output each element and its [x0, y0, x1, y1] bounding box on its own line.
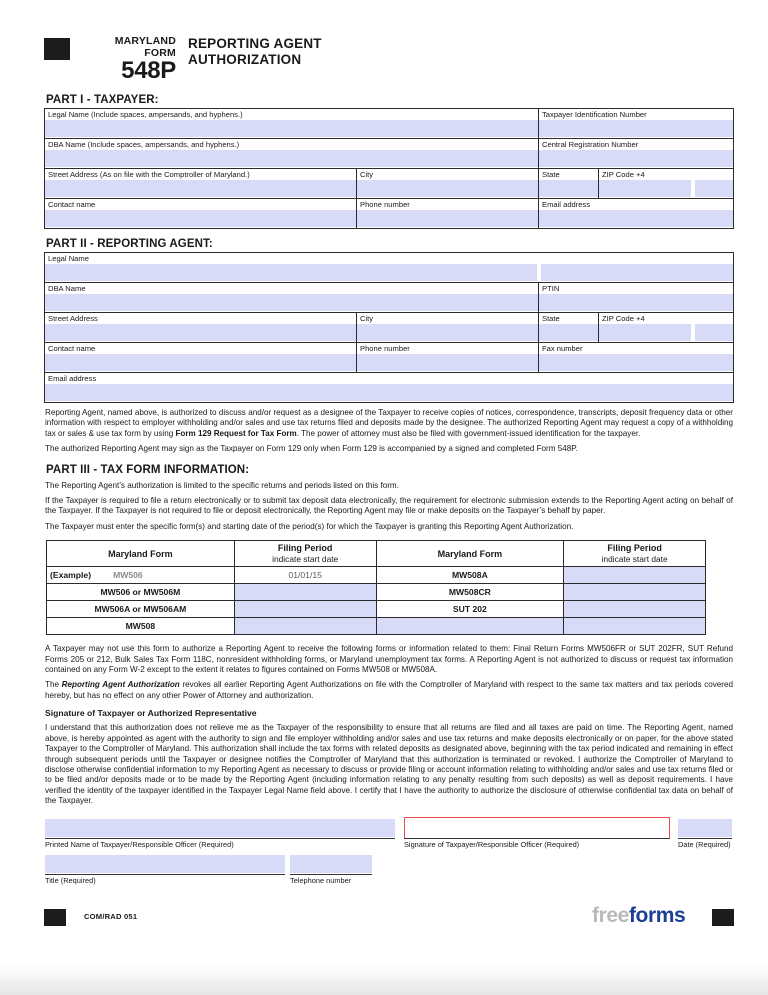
- header-filing-period-left: [234, 541, 376, 567]
- input-agent-email[interactable]: [45, 384, 733, 401]
- com-rad-number: COM/RAD 051: [84, 911, 138, 921]
- table-row: [47, 567, 706, 584]
- part-2-row-contact: [45, 343, 733, 373]
- field-taxpayer-tin[interactable]: [539, 109, 733, 138]
- field-agent-fax[interactable]: [539, 343, 733, 372]
- label-printed-name: Printed Name of Taxpayer/Responsible Officer (Required): [45, 839, 234, 849]
- field-agent-zip[interactable]: [599, 313, 733, 342]
- agency-label: [80, 36, 176, 59]
- rule-signature: [404, 838, 670, 839]
- form-content: [44, 0, 734, 947]
- header-maryland-form-right: Maryland Form: [376, 541, 564, 567]
- label-taxpayer-dba-name: DBA Name (Include spaces, ampersands, and hyphens.): [48, 140, 240, 149]
- cell-period-right-2[interactable]: [564, 601, 706, 618]
- label-agent-city: City: [360, 314, 374, 323]
- black-square-marker-icon: [44, 38, 70, 60]
- cell-form-left-3: MW508: [47, 618, 235, 635]
- revocation-post: revokes all earlier Reporting Agent Authorizations on file with the Comptroller of Maryland with respect to the same tax matters and tax periods covered hereby, but has no effect on any other Power of Attorney and authorization.: [45, 680, 733, 700]
- input-taxpayer-zip-main[interactable]: [599, 180, 691, 197]
- form-title-line-2: AUTHORIZATION: [188, 52, 302, 67]
- cell-form-left-2: MW506A or MW506AM: [47, 601, 235, 618]
- field-taxpayer-city[interactable]: [357, 169, 539, 198]
- signature-section-heading: Signature of Taxpayer or Authorized Representative: [45, 708, 257, 719]
- table-header-row: [47, 541, 706, 567]
- footer-black-square-right-icon: [712, 909, 734, 926]
- part-3-heading: PART III - TAX FORM INFORMATION:: [46, 463, 250, 476]
- input-agent-fax[interactable]: [539, 354, 733, 371]
- field-taxpayer-contact-name[interactable]: [45, 199, 357, 228]
- input-taxpayer-email[interactable]: [539, 210, 733, 227]
- label-taxpayer-email: Email address: [542, 200, 591, 209]
- input-agent-state[interactable]: [539, 324, 598, 341]
- paragraph-certification: I understand that this authorization does not relieve me as the Taxpayer of the responsibility to ensure that all returns are filed and all taxes are paid on time. The Reporting Agent, named above, is hereby appointed as agent with the authority to sign and file employer withholding and/or sales and use tax returns and make deposits electronically or on paper, for the above stated Taxpayer to the Comptroller of Maryland. This authorization shall include the tax forms with related deposits as designated above, beginning with the tax period indicated and remaining in effect through subsequent periods until the Taxpayer or designee notifies the Comptroller of Maryland that this authorization is terminated or revoked. I authorize the Comptroller of Maryland to disclose otherwise confidential information to my Reporting Agent as necessary to discuss or provide filing or account information relating to withholding and/or sales and use tax returns filed or to be filed and/or deposits made or to be made by the Reporting Agent (including information relating to any penalty resulting from such deposits) as well as deposit requirements. I have verified the identity of the taxpayer identified in the Taxpayer Legal Name field above. I certify that I have the authority to authorize the disclosure of otherwise confidential tax data on behalf of the Taxpayer.: [45, 723, 733, 806]
- label-taxpayer-state: State: [542, 170, 560, 179]
- label-agent-street: Street Address: [48, 314, 98, 323]
- label-agent-state: State: [542, 314, 560, 323]
- freeforms-logo-forms: forms: [628, 903, 686, 927]
- label-agent-legal-name: Legal Name: [48, 254, 89, 263]
- cell-period-left-2[interactable]: [234, 601, 376, 618]
- cell-period-left-1[interactable]: [234, 584, 376, 601]
- field-taxpayer-street[interactable]: [45, 169, 357, 198]
- field-agent-legal-name[interactable]: [45, 253, 733, 282]
- paragraph-agent-authorization: [45, 408, 733, 439]
- label-agent-email: Email address: [48, 374, 97, 383]
- field-agent-email[interactable]: [45, 373, 733, 402]
- label-taxpayer-legal-name: Legal Name (Include spaces, ampersands, and hyphens.): [48, 110, 243, 119]
- rule-date: [678, 838, 732, 839]
- input-taxpayer-phone[interactable]: [357, 210, 538, 227]
- input-taxpayer-state[interactable]: [539, 180, 598, 197]
- form-title: [188, 36, 322, 68]
- agency-line-2: FORM: [144, 46, 176, 59]
- part-1-row-legal-name: [45, 109, 733, 139]
- input-taxpayer-contact-name[interactable]: [45, 210, 356, 227]
- label-taxpayer-phone: Phone number: [360, 200, 410, 209]
- cell-form-right-3[interactable]: [376, 618, 564, 635]
- header-filing-period-right-sub: indicate start date: [601, 553, 668, 564]
- revocation-title: Reporting Agent Authorization: [61, 680, 180, 690]
- input-agent-legal-name-main[interactable]: [45, 264, 537, 281]
- part-2-row-dba-name: [45, 283, 733, 313]
- page-bottom-shadow: [0, 960, 768, 995]
- part-1-grid: [44, 108, 734, 229]
- paragraph-revocation: [45, 680, 733, 701]
- label-taxpayer-crn: Central Registration Number: [542, 140, 639, 149]
- input-signature[interactable]: [404, 817, 670, 839]
- label-title: Title (Required): [45, 875, 96, 885]
- field-taxpayer-email[interactable]: [539, 199, 733, 228]
- part-2-row-legal-name: [45, 253, 733, 283]
- cell-form-left-1: MW506 or MW506M: [47, 584, 235, 601]
- field-taxpayer-phone[interactable]: [357, 199, 539, 228]
- input-agent-ptin[interactable]: [539, 294, 733, 311]
- label-agent-dba-name: DBA Name: [48, 284, 86, 293]
- input-agent-dba-name[interactable]: [45, 294, 538, 311]
- cell-period-left-3[interactable]: [234, 618, 376, 635]
- header-maryland-form-left: Maryland Form: [47, 541, 235, 567]
- table-row: [47, 584, 706, 601]
- field-agent-phone[interactable]: [357, 343, 539, 372]
- input-taxpayer-crn[interactable]: [539, 150, 733, 167]
- label-signature: Signature of Taxpayer/Responsible Officer (Required): [404, 839, 580, 849]
- input-agent-city[interactable]: [357, 324, 538, 341]
- part-2-grid: [44, 252, 734, 403]
- maryland-form-table-head: [47, 541, 706, 567]
- field-taxpayer-legal-name[interactable]: [45, 109, 539, 138]
- field-taxpayer-crn[interactable]: [539, 139, 733, 168]
- agent-auth-text-1: Reporting Agent, named above, is authorized to discuss and/or request as a designee of the Taxpayer to receive copies of notices, correspondence, transcripts, deposit frequency data or other information with respect to employer withholding and/or sales and use tax returns filed and deposits made by the designee. The authorized Reporting Agent may request a copy of a withholding tax or sales & use tax form by using: [45, 408, 733, 438]
- field-agent-city[interactable]: [357, 313, 539, 342]
- field-taxpayer-state[interactable]: [539, 169, 599, 198]
- label-agent-zip: ZIP Code +4: [602, 314, 645, 323]
- freeforms-logo: [592, 904, 685, 928]
- paragraph-agent-sign-form-129: The authorized Reporting Agent may sign as the Taxpayer on Form 129 only when Form 129 is accompanied by a signed and completed Form 548P.: [45, 444, 578, 454]
- part-1-row-dba-name: [45, 139, 733, 169]
- cell-form-right-1: MW508CR: [376, 584, 564, 601]
- revocation-pre: The: [45, 680, 62, 690]
- input-taxpayer-legal-name[interactable]: [45, 120, 538, 137]
- input-taxpayer-city[interactable]: [357, 180, 538, 197]
- footer-black-square-left-icon: [44, 909, 66, 926]
- label-agent-fax: Fax number: [542, 344, 583, 353]
- header-filing-period-right: [564, 541, 706, 567]
- cell-form-right-2: SUT 202: [376, 601, 564, 618]
- paragraph-exclusions: A Taxpayer may not use this form to authorize a Reporting Agent to receive the following forms or information related to them: Final Return Forms MW506FR or SUT 202FR, SUT Refund Forms 205 or 212, Bulk Sales Tax Form 118C, nonresident withholding forms, or Maryland unemployment tax forms. A Reporting Agent is not authorized to discuss or request tax information contained on any Form W-2 except to the extent it relates to figures contained on Forms MW508 or MW508A.: [45, 644, 733, 675]
- input-title[interactable]: [45, 855, 285, 873]
- form-header: [44, 36, 734, 94]
- input-printed-name[interactable]: [45, 819, 395, 837]
- field-agent-street[interactable]: [45, 313, 357, 342]
- input-date[interactable]: [678, 819, 732, 837]
- part-2-row-address: [45, 313, 733, 343]
- field-agent-state[interactable]: [539, 313, 599, 342]
- label-taxpayer-city: City: [360, 170, 374, 179]
- agent-auth-text-1-end: . The power of attorney must also be filed with government-issued identification for the taxpayer.: [296, 428, 641, 438]
- agency-line-1: MARYLAND: [114, 35, 176, 47]
- form-title-line-1: REPORTING AGENT: [188, 36, 322, 51]
- label-agent-contact-name: Contact name: [48, 344, 96, 353]
- label-date: Date (Required): [678, 839, 731, 849]
- label-taxpayer-zip: ZIP Code +4: [602, 170, 645, 179]
- input-agent-legal-name-extra[interactable]: [541, 264, 733, 281]
- label-agent-phone: Phone number: [360, 344, 410, 353]
- form-footer: [44, 903, 734, 947]
- input-telephone[interactable]: [290, 855, 372, 873]
- maryland-form-table: [46, 540, 706, 635]
- form-number: 548P: [121, 57, 176, 84]
- input-agent-street[interactable]: [45, 324, 356, 341]
- field-agent-contact-name[interactable]: [45, 343, 357, 372]
- header-filing-period-left-sub: indicate start date: [272, 553, 339, 564]
- input-agent-contact-name[interactable]: [45, 354, 356, 371]
- paragraph-part3-enter-forms: The Taxpayer must enter the specific form(s) and starting date of the period(s) for which the Taxpayer is granting this Reporting Agent Authorization.: [45, 521, 574, 531]
- label-telephone: Telephone number: [290, 875, 352, 885]
- input-taxpayer-dba-name[interactable]: [45, 150, 538, 167]
- rule-printed-name: [45, 838, 395, 839]
- paragraph-part3-limits: The Reporting Agent’s authorization is limited to the specific returns and periods listed on this form.: [45, 480, 399, 490]
- cell-example-form-left: [47, 567, 235, 584]
- input-taxpayer-tin[interactable]: [539, 120, 733, 137]
- input-taxpayer-street[interactable]: [45, 180, 356, 197]
- input-agent-zip-main[interactable]: [599, 324, 691, 341]
- input-agent-phone[interactable]: [357, 354, 538, 371]
- maryland-form-table-body: [47, 567, 706, 635]
- field-agent-ptin[interactable]: [539, 283, 733, 312]
- header-filing-period-right-main: Filing Period: [607, 543, 662, 554]
- cell-period-right-0[interactable]: [564, 567, 706, 584]
- table-row: [47, 618, 706, 635]
- form-129-reference: Form 129 Request for Tax Form: [175, 428, 297, 438]
- label-taxpayer-street: Street Address (As on file with the Comptroller of Maryland.): [48, 170, 250, 179]
- cell-period-right-1[interactable]: [564, 584, 706, 601]
- input-agent-zip-plus4[interactable]: [695, 324, 733, 341]
- cell-form-right-0: MW508A: [376, 567, 564, 584]
- label-agent-ptin: PTIN: [542, 284, 560, 293]
- freeforms-logo-free: free: [592, 903, 629, 927]
- input-agent-zip[interactable]: [599, 324, 733, 341]
- rule-title: [45, 874, 285, 875]
- part-2-heading: PART II - REPORTING AGENT:: [46, 238, 213, 250]
- cell-period-right-3[interactable]: [564, 618, 706, 635]
- label-taxpayer-contact-name: Contact name: [48, 200, 96, 209]
- example-prefix: (Example): [50, 570, 92, 581]
- rule-telephone: [290, 874, 372, 875]
- table-row: [47, 601, 706, 618]
- paragraph-part3-electronic: If the Taxpayer is required to file a return electronically or to submit tax deposit data electronically, the requirement for electronic submission extends to the Reporting Agent acting on behalf of the Taxpayer. If the Taxpayer is not required to file or deposit electronically, the Reporting Agent may file or make deposits on the Taxpayer’s behalf by paper.: [45, 496, 733, 516]
- part-2-row-email: [45, 373, 733, 403]
- example-form-name: MW506: [113, 570, 143, 581]
- part-1-row-contact: [45, 199, 733, 229]
- input-agent-legal-name[interactable]: [45, 264, 733, 281]
- field-taxpayer-dba-name[interactable]: [45, 139, 539, 168]
- part-1-row-address: [45, 169, 733, 199]
- input-taxpayer-zip-plus4[interactable]: [695, 180, 733, 197]
- signature-block: [44, 819, 734, 891]
- header-filing-period-left-main: Filing Period: [277, 543, 333, 554]
- input-taxpayer-zip[interactable]: [599, 180, 733, 197]
- label-taxpayer-tin: Taxpayer Identification Number: [542, 110, 647, 119]
- part-1-heading: PART I - TAXPAYER:: [46, 94, 159, 106]
- field-agent-dba-name[interactable]: [45, 283, 539, 312]
- field-taxpayer-zip[interactable]: [599, 169, 733, 198]
- cell-example-period-left: 01/01/15: [234, 567, 376, 584]
